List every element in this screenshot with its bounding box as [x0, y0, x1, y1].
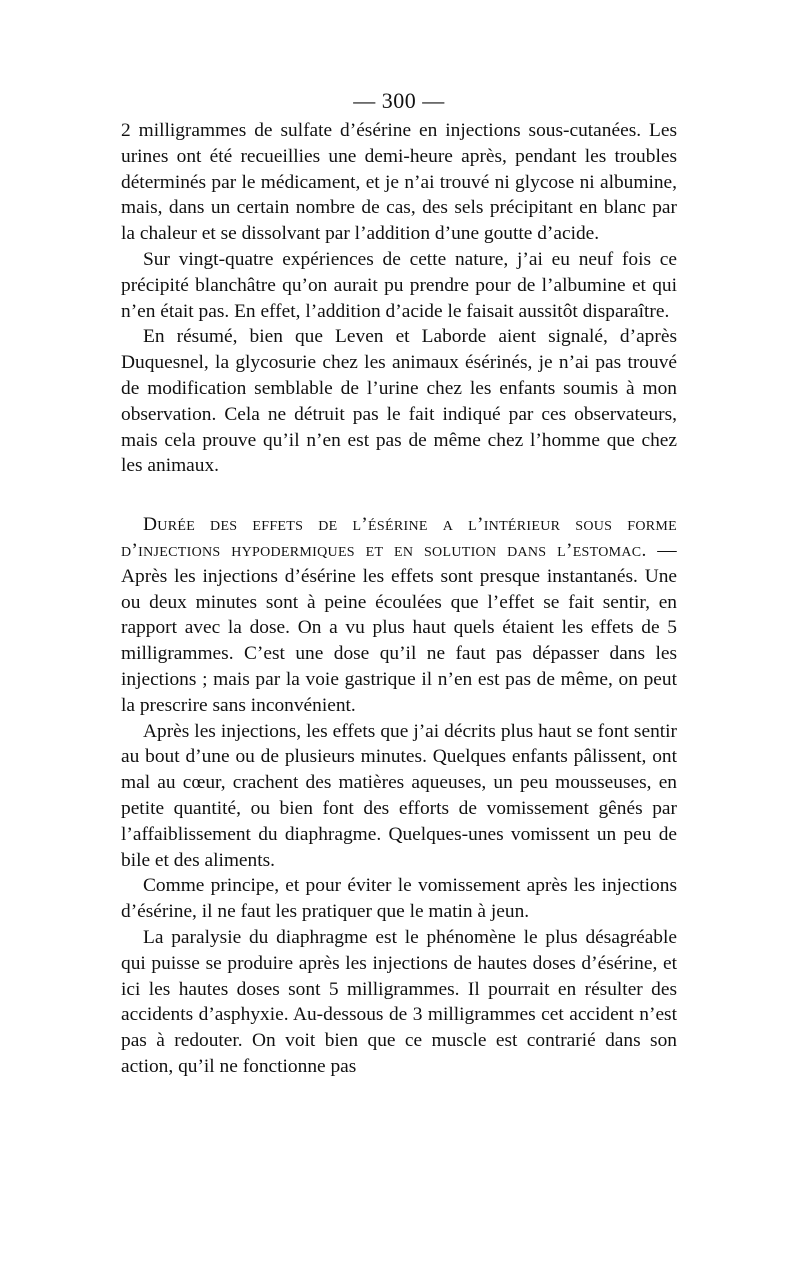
paragraph-5: Comme principe, et pour éviter le vomissement après les injections d’ésérine, il ne faut les pratiquer que le matin à jeun. — [121, 875, 677, 923]
paragraph-3: En résumé, bien que Leven et Laborde aient signalé, d’après Duquesnel, la glycosurie chez les animaux ésérinés, je n’ai pas trouvé de modification semblable de l’urine chez les enfants soumis à mon observation. Cela ne détruit pas le fait indiqué par ces observateurs, mais cela prouve qu’il n’en est pas de même chez l’homme que chez les animaux. — [121, 326, 677, 477]
section-lead-text: Après les injections d’ésérine les effets sont presque instantanés. Une ou deux minutes sont à peine écoulées que l’effet se fait sentir, en rapport avec la dose. On a vu plus haut quels étaient les effets de 5 milligrammes. C’est une dose qu’il ne faut pas dépasser dans les injections ; mais par la voie gastrique il n’en est pas de même, on peut la prescrire sans inconvénient. — [121, 565, 677, 716]
paragraph-6: La paralysie du diaphragme est le phénomène le plus désagréable qui puisse se produire après les injections de hautes doses d’ésérine, et ici les hautes doses sont 5 milligrammes. Il pourrait en résulter des accidents d’asphyxie. Au-dessous de 3 milligrammes cet accident n’est pas à redouter. On voit bien que ce muscle est contrarié dans son action, qu’il ne fonctionne pas — [121, 926, 677, 1077]
paragraph-4: Après les injections, les effets que j’ai décrits plus haut se font sentir au bout d’une ou de plusieurs minutes. Quelques enfants pâlissent, ont mal au cœur, crachent des matières aqueuses, un peu mousseuses, en petite quantité, ou bien font des efforts de vomissement gênés par l’affaiblissement du diaphragme. Quelques-unes vomissent un peu de bile et des aliments. — [121, 720, 677, 871]
book-page — [121, 86, 677, 1080]
section-title: Durée des effets de l’ésérine a l’intérieur sous forme d’injections hypodermiques et en solution dans l’estomac. — — [121, 514, 677, 561]
page-number: — 300 — — [353, 88, 445, 113]
section-heading-paragraph — [121, 512, 677, 718]
paragraph-2: Sur vingt-quatre expériences de cette nature, j’ai eu neuf fois ce précipité blanchâtre qu’on aurait pu prendre pour de l’albumine et qui n’en était pas. En effet, l’addition d’acide le faisait aussitôt disparaître. — [121, 248, 677, 322]
paragraph-1: 2 milligrammes de sulfate d’ésérine en injections sous-cutanées. Les urines ont été recueillies une demi-heure après, pendant les troubles déterminés par le médicament, et je n’ai trouvé ni glycose ni albumine, mais, dans un certain nombre de cas, des sels précipitant en blanc par la chaleur et se dissolvant par l’addition d’une goutte d’acide. — [121, 120, 677, 245]
section-spacer — [121, 479, 677, 512]
